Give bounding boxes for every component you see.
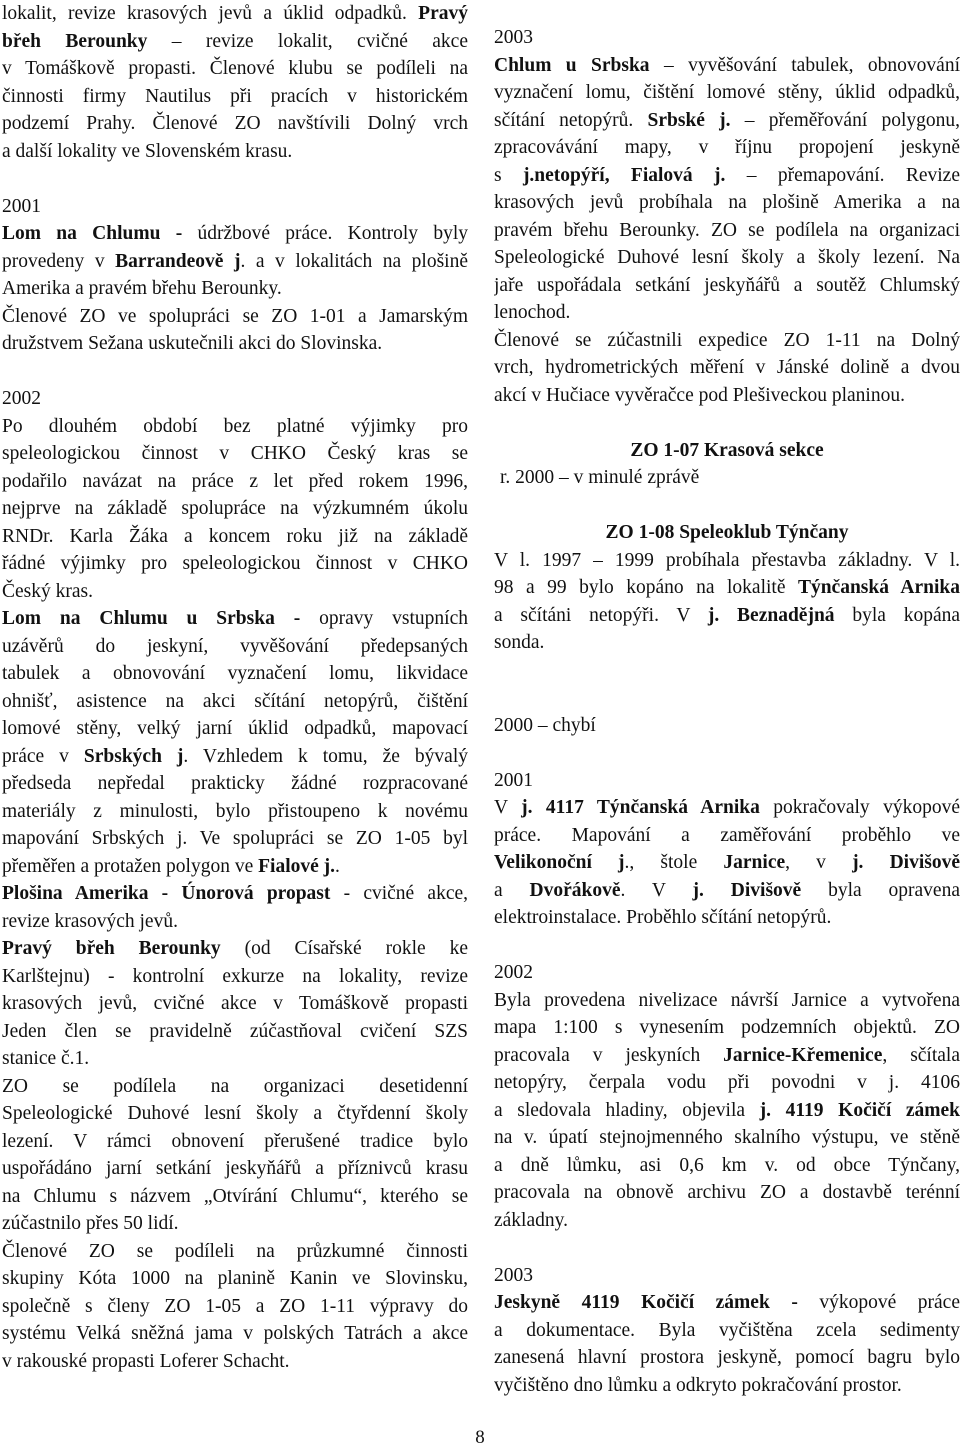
- text-line: Amerika a pravém břehu Berounky.: [2, 278, 282, 299]
- text-line: r. 2000 – v minulé zprávě: [500, 467, 700, 488]
- text-line: pracovala na obnově archivu ZO a dostavbě terénní: [494, 1182, 960, 1203]
- text-line: lezení. V rámci obnovení přerušené tradice bylo: [2, 1130, 468, 1152]
- text-line: zúčastnilo přes 50 lidí.: [2, 1213, 179, 1234]
- text-line: lokalit, revize krasových jevů a úklid odpadků. Pravý: [2, 3, 468, 24]
- text-line: Lom na Chlumu u Srbska - opravy vstupních: [2, 608, 468, 629]
- text-line: Chlum u Srbska – vyvěšování tabulek, obnovování: [494, 54, 960, 76]
- text-line: břeh Berounky – revize lokalit, cvičné akce: [2, 30, 468, 52]
- text-line: a sledovala hladiny, objevila j. 4119 Kočičí zámek: [494, 1099, 960, 1121]
- text-line: lenochod.: [494, 302, 571, 323]
- text-line: krasových jevů probíhala na plošině Amerika a na: [494, 192, 960, 213]
- text-line: pravém břehu Berounky. ZO se podílela na organizaci: [494, 219, 960, 241]
- text-line: revize krasových jevů.: [2, 910, 178, 932]
- text-line: nejprve na základě spolupráce na výzkumném úkolu: [2, 498, 468, 519]
- text-line: podařilo navázat na práce z let před rokem 1996,: [2, 470, 468, 492]
- text-line: 98 a 99 bylo kopáno na lokalitě Týnčanská Arnika: [494, 577, 960, 598]
- text-line: vrch, hydrometrických měření v Jánské dolině a dvou: [494, 357, 960, 378]
- text-line: v Tomáškově propasti. Členové klubu se podíleli na: [2, 58, 468, 79]
- text-line: družstvem Sežana uskutečnili akci do Slovinska.: [2, 333, 383, 354]
- text-line: přeměřen a protažen polygon ve Fialové j..: [2, 855, 340, 877]
- text-line: lomové stěny, velký jarní úklid odpadků, mapovací: [2, 718, 468, 739]
- text-line: a dokumentace. Byla vyčištěna zcela sedimenty: [494, 1319, 960, 1341]
- text-line: sonda.: [494, 632, 545, 653]
- text-line: V j. 4117 Týnčanská Arnika pokračovaly výkopové: [494, 797, 960, 818]
- text-line: tabulek a obnovování vyznačení lomu, likvidace: [2, 663, 468, 684]
- page-number: 8: [475, 1427, 485, 1448]
- text-line: Po dlouhém období bez platné výjimky pro: [2, 415, 468, 437]
- text-line: Členové ZO ve spolupráci se ZO 1-01 a Jamarským: [2, 305, 468, 327]
- text-line: pracovala v jeskyních Jarnice-Křemenice, sčítala: [494, 1044, 960, 1066]
- text-line: elektroinstalace. Proběhlo sčítání netopýrů.: [494, 907, 832, 928]
- text-line: ohnišť, asistence na akci sčítání netopýrů, čištění: [2, 690, 468, 712]
- text-line: a sčítáni netopýři. V j. Beznadějná byla kopána: [494, 604, 960, 626]
- text-line: Lom na Chlumu - údržbové práce. Kontroly byly: [2, 223, 468, 244]
- text-line: práce v Srbských j. Vzhledem k tomu, že bývalý: [2, 745, 468, 767]
- text-line: činnosti firmy Nautilus při pracích v historickém: [2, 85, 468, 107]
- text-line: společně s členy ZO 1-05 a ZO 1-11 výpravy do: [2, 1295, 468, 1317]
- text-line: RNDr. Karla Žáka a koncem roku již na základě: [2, 525, 468, 547]
- text-line: 2002: [2, 388, 41, 409]
- text-line: zpracovávání mapy, v říjnu propojení jeskyně: [494, 137, 960, 158]
- text-line: Jeden člen se pravidelně zúčastňoval cvičení SZS: [2, 1020, 468, 1042]
- text-line: uzávěrů do jeskyní, vyvěšování předepsaných: [2, 635, 468, 657]
- text-line: materiály z minulosti, bylo přistoupeno k novému: [2, 800, 468, 822]
- text-line: Členové se zúčastnili expedice ZO 1-11 na Dolný: [494, 329, 960, 351]
- text-line: Velikonoční j., štole Jarnice, v j. Divišově: [494, 852, 960, 873]
- text-line: a další lokality ve Slovenském krasu.: [2, 140, 293, 162]
- text-line: Pravý břeh Berounky (od Císařské rokle ke: [2, 938, 468, 959]
- text-line: 2001: [494, 769, 533, 791]
- text-line: a Dvořákově. V j. Divišově byla opravena: [494, 879, 960, 901]
- text-line: netopýry, čerpala vodu při povodni v j. 4106: [494, 1072, 960, 1093]
- text-line: Speleologické Duhové lesní školy a školy lezení. Na: [494, 247, 960, 268]
- text-line: práce. Mapování a zaměřování proběhlo ve: [494, 824, 960, 846]
- text-line: 2003: [494, 27, 533, 48]
- text-line: mapování Srbských j. Ve spolupráci se ZO 1-05 byl: [2, 828, 468, 849]
- text-line: V l. 1997 – 1999 probíhala přestavba základny. V l.: [494, 549, 960, 571]
- text-line: s j.netopýří, Fialová j. – přemapování. Revize: [494, 164, 960, 186]
- text-line: jaře uspořádala setkání jeskyňářů a soutěž Chlumský: [494, 274, 960, 296]
- text-line: na Chlumu s názvem „Otvírání Chlumu“, kterého se: [2, 1185, 468, 1207]
- text-line: základny.: [494, 1209, 568, 1231]
- text-line: Český kras.: [2, 580, 93, 602]
- text-line: 2000 – chybí: [494, 714, 596, 736]
- text-line: Karlštejnu) - kontrolní exkurze na lokality, revize: [2, 965, 468, 987]
- text-line: systému Velká sněžná jama v polských Tatrách a akce: [2, 1323, 468, 1344]
- text-line: ZO se podílela na organizaci desetidenní: [2, 1075, 468, 1097]
- text-line: krasových jevů, cvičné akce v Tomáškově propasti: [2, 993, 468, 1014]
- text-line: a dně lůmku, asi 0,6 km v. od obce Týnčany,: [494, 1154, 960, 1176]
- text-line: Jeskyně 4119 Kočičí zámek - výkopové práce: [494, 1292, 960, 1313]
- text-line: Speleologické Duhové lesní školy a čtyřdenní školy: [2, 1103, 468, 1124]
- text-line: 2001: [2, 195, 41, 217]
- text-line: sčítání netopýrů. Srbské j. – přeměřování polygonu,: [494, 109, 960, 131]
- text-line: Byla provedena nivelizace návrší Jarnice a vytvořena: [494, 989, 960, 1011]
- text-line: podzemí Prahy. Členové ZO navštívili Dolný vrch: [2, 113, 468, 134]
- text-line: Členové ZO se podíleli na průzkumné činnosti: [2, 1240, 468, 1262]
- text-line: v rakouské propasti Loferer Schacht.: [2, 1350, 290, 1372]
- text-line: 2003: [494, 1264, 533, 1286]
- text-line: ZO 1-07 Krasová sekce: [630, 439, 824, 461]
- text-line: stanice č.1.: [2, 1048, 90, 1069]
- text-line: akcí v Hučiace vyvěračce pod Plešiveckou planinou.: [494, 384, 905, 406]
- text-line: na v. úpatí stejnojmenného skalního výstupu, ve stěně: [494, 1127, 960, 1148]
- text-line: řádné výjimky pro speleologickou činnost v CHKO: [2, 553, 468, 574]
- text-line: vyčištěno dno lůmku a odkryto pokračování prostor.: [494, 1374, 902, 1396]
- text-line: předseda nepředal prakticky žádné rozpracované: [2, 773, 468, 794]
- text-line: mapa 1:100 s vynesením podzemních objektů. ZO: [494, 1017, 960, 1038]
- text-line: provedeny v Barrandeově j. a v lokalitách na plošině: [2, 250, 468, 272]
- text-line: skupiny Kóta 1000 na planině Kanin ve Slovinsku,: [2, 1268, 468, 1289]
- text-line: ZO 1-08 Speleoklub Týnčany: [605, 522, 849, 543]
- text-line: 2002: [494, 962, 533, 983]
- text-line: vyznačení lomu, čištění lomové stěny, úklid odpadků,: [494, 82, 960, 103]
- text-line: uspořádáno jarní setkání jeskyňářů a příznivců krasu: [2, 1158, 468, 1179]
- text-line: Plošina Amerika - Únorová propast - cvičné akce,: [2, 883, 468, 904]
- text-line: zanesená hlavní prostora jeskyně, pomocí bagru bylo: [494, 1347, 960, 1368]
- text-line: speleologickou činnost v CHKO Český kras se: [2, 443, 468, 464]
